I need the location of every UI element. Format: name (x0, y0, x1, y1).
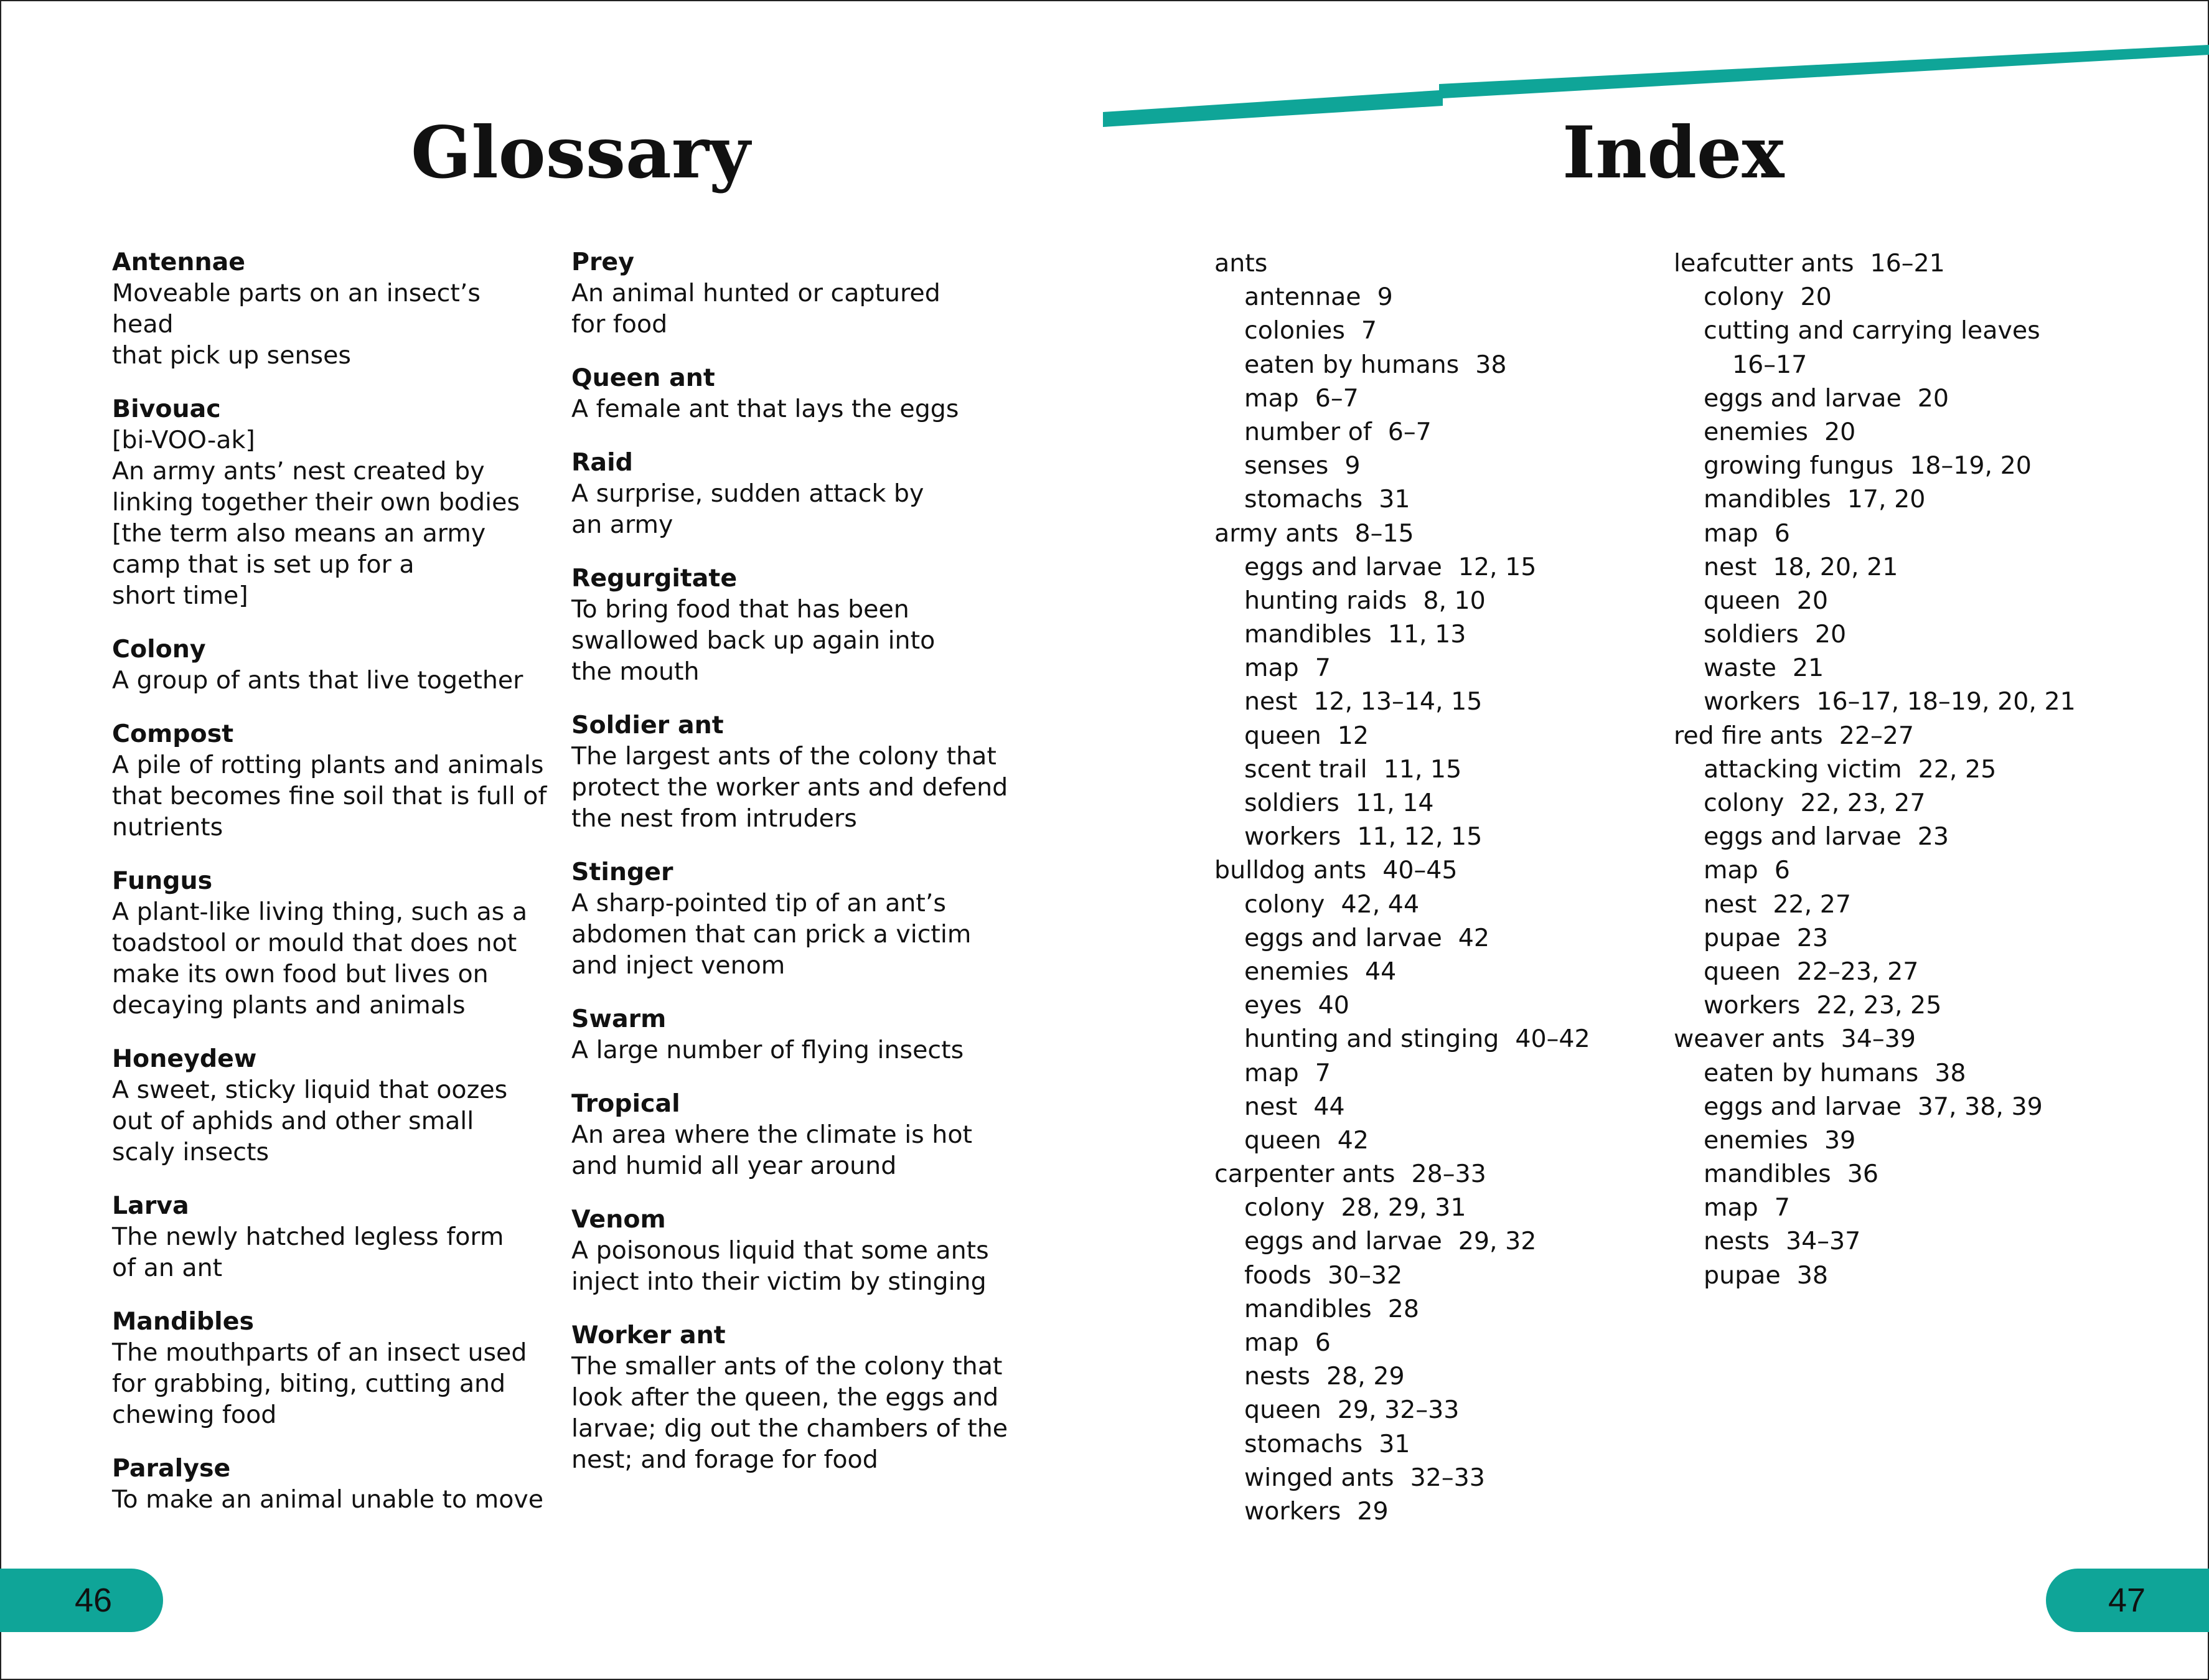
glossary-definition: A large number of flying insects (571, 1036, 964, 1064)
index-sub-entry (1674, 348, 2184, 382)
glossary-title: Glossary (411, 111, 751, 194)
index-title: Index (1562, 111, 1785, 194)
index-main-entry (1674, 1022, 2184, 1056)
index-term: mandibles (1704, 485, 1831, 514)
index-sub-entry (1214, 1090, 1663, 1124)
index-pages: 12, 13–14, 15 (1313, 687, 1483, 716)
index-sub-entry (1674, 921, 2184, 955)
glossary-entry (112, 1043, 548, 1168)
index-sub-entry (1214, 1292, 1663, 1326)
index-sub-entry (1674, 1056, 2184, 1090)
index-pages: 40–45 (1382, 856, 1458, 885)
glossary-definition: An area where the climate is hot and humid all year around (571, 1120, 972, 1180)
index-term: nests (1244, 1362, 1310, 1391)
index-pages: 11, 12, 15 (1357, 822, 1483, 852)
glossary-definition: A group of ants that live together (112, 666, 523, 695)
index-sub-entry (1674, 753, 2184, 786)
index-sub-entry (1674, 1124, 2184, 1157)
index-sub-entry (1674, 517, 2184, 550)
index-term: eggs and larvae (1244, 923, 1442, 952)
index-pages: 36 (1847, 1160, 1878, 1189)
index-sub-entry (1674, 314, 2184, 347)
index-term: scent trail (1244, 754, 1367, 784)
index-term: colony (1704, 283, 1785, 312)
index-term: nest (1704, 889, 1757, 919)
glossary-definition: The newly hatched legless form of an ant (112, 1222, 504, 1282)
glossary-definition: A pile of rotting plants and animals that becomes fine soil that is full of nutrients (112, 751, 547, 842)
index-sub-entry (1674, 1224, 2184, 1258)
index-sub-entry (1214, 1359, 1663, 1393)
index-pages: 42 (1458, 923, 1490, 952)
index-term: enemies (1704, 417, 1808, 446)
index-column-2 (1674, 246, 2184, 1292)
index-pages: 29 (1357, 1496, 1389, 1526)
index-term: eggs and larvae (1704, 1092, 1902, 1121)
index-sub-entry (1674, 584, 2184, 617)
glossary-term: Raid (571, 448, 633, 477)
index-sub-entry (1214, 415, 1663, 449)
index-term: map (1704, 519, 1758, 548)
index-term: eaten by humans (1704, 1058, 1919, 1087)
index-pages: 7 (1315, 1058, 1331, 1087)
index-sub-entry (1674, 853, 2184, 887)
index-pages: 44 (1313, 1092, 1345, 1121)
index-term: red fire ants (1674, 721, 1823, 750)
index-sub-entry (1214, 1393, 1663, 1427)
index-term: growing fungus (1704, 451, 1894, 481)
index-sub-entry (1214, 617, 1663, 651)
index-term: eggs and larvae (1704, 822, 1902, 852)
index-term: number of (1244, 417, 1372, 446)
index-sub-entry (1214, 1191, 1663, 1224)
index-sub-entry (1214, 1461, 1663, 1495)
index-term: eggs and larvae (1244, 552, 1442, 581)
index-term: foods (1244, 1260, 1311, 1290)
glossary-definition: A sweet, sticky liquid that oozes out of aphids and other small scaly insects (112, 1076, 508, 1166)
index-sub-entry (1214, 685, 1663, 718)
index-sub-entry (1674, 415, 2184, 449)
glossary-definition: The smaller ants of the colony that look after the queen, the eggs and larvae; dig out the chambers of the nest; and forage for food (571, 1352, 1008, 1474)
glossary-definition: A sharp-pointed tip of an ant’s abdomen that can prick a victim and inject venom (571, 889, 972, 980)
index-term: map (1244, 383, 1299, 413)
index-sub-entry (1214, 382, 1663, 415)
index-term: colony (1704, 789, 1785, 817)
index-main-entry (1214, 853, 1663, 887)
index-pages: 18, 20, 21 (1773, 552, 1898, 581)
index-sub-entry (1214, 719, 1663, 753)
glossary-entry (112, 718, 548, 843)
index-term: soldiers (1704, 620, 1799, 649)
index-sub-entry (1214, 1495, 1663, 1528)
index-pages: 9 (1377, 283, 1393, 312)
index-term: eggs and larvae (1244, 1227, 1442, 1256)
index-term: map (1244, 654, 1299, 683)
index-pages: 31 (1379, 1429, 1410, 1458)
index-sub-entry (1674, 786, 2184, 820)
index-pages: 6 (1315, 1328, 1331, 1357)
index-term: leafcutter ants (1674, 249, 1854, 278)
index-term: hunting raids (1244, 586, 1407, 615)
index-pages: 38 (1796, 1260, 1828, 1290)
index-pages: 8, 10 (1423, 586, 1486, 615)
index-term: colony (1244, 1193, 1325, 1222)
index-pages: 30–32 (1327, 1260, 1403, 1290)
index-pages: 12, 15 (1458, 552, 1537, 581)
index-pages: 22, 23, 25 (1816, 991, 1942, 1020)
index-term: enemies (1244, 957, 1349, 986)
glossary-entry (571, 447, 1032, 540)
index-pages: 7 (1315, 654, 1331, 683)
index-sub-entry (1214, 550, 1663, 584)
index-sub-entry (1214, 820, 1663, 853)
index-pages: 42 (1337, 1125, 1369, 1155)
glossary-definition: The mouthparts of an insect used for grabbing, biting, cutting and chewing food (112, 1338, 527, 1429)
glossary-entry (571, 1088, 1032, 1181)
glossary-term: Larva (112, 1191, 189, 1220)
index-sub-entry (1674, 1157, 2184, 1191)
glossary-entry (112, 1453, 548, 1515)
index-term: army ants (1214, 519, 1339, 548)
index-term: map (1244, 1328, 1299, 1357)
index-sub-entry (1674, 955, 2184, 988)
glossary-term: Colony (112, 635, 206, 664)
index-sub-entry (1214, 888, 1663, 921)
index-pages: 20 (1917, 383, 1949, 413)
index-pages: 20 (1824, 417, 1856, 446)
index-term: winged ants (1244, 1463, 1394, 1492)
glossary-term: Swarm (571, 1005, 667, 1033)
index-main-entry (1674, 246, 2184, 280)
glossary-entry (112, 865, 548, 1021)
index-sub-entry (1674, 888, 2184, 921)
index-sub-entry (1674, 280, 2184, 314)
index-pages: 20 (1800, 283, 1832, 312)
index-term: hunting and stinging (1244, 1025, 1499, 1054)
page-number-left-text: 46 (75, 1582, 113, 1619)
index-pages: 32–33 (1410, 1463, 1485, 1492)
index-sub-entry (1214, 651, 1663, 685)
glossary-term: Prey (571, 248, 634, 276)
index-term: mandibles (1244, 1294, 1372, 1323)
index-pages: 9 (1344, 451, 1361, 481)
index-main-entry (1214, 246, 1663, 280)
index-term: stomachs (1244, 1429, 1363, 1458)
glossary-entry (571, 1003, 1032, 1066)
glossary-term: Antennae (112, 248, 246, 276)
index-sub-entry (1674, 1191, 2184, 1224)
index-sub-entry (1674, 550, 2184, 584)
glossary-definition: A female ant that lays the eggs (571, 395, 959, 423)
glossary-entry (112, 634, 548, 696)
index-main-entry (1214, 1157, 1663, 1191)
index-term: weaver ants (1674, 1025, 1825, 1054)
glossary-entry (571, 246, 1032, 340)
index-term: colony (1244, 889, 1325, 919)
index-pages: 11, 15 (1383, 754, 1462, 784)
index-pages: 22, 27 (1773, 889, 1852, 919)
index-term: pupae (1704, 923, 1781, 952)
glossary-definition: To bring food that has been swallowed back up again into the mouth (571, 595, 936, 686)
glossary-entry (571, 1204, 1032, 1297)
glossary-term: Bivouac (112, 395, 221, 423)
index-term: nest (1244, 1092, 1298, 1121)
index-pages: 34–37 (1785, 1227, 1861, 1256)
glossary-definition: Moveable parts on an insect’s head that pick up senses (112, 279, 481, 370)
index-sub-entry (1214, 1224, 1663, 1258)
index-column-1 (1214, 246, 1663, 1528)
index-term: ants (1214, 249, 1268, 278)
index-sub-entry (1674, 988, 2184, 1022)
index-pages: 16–21 (1870, 249, 1945, 278)
index-term: mandibles (1704, 1160, 1831, 1189)
index-term: map (1704, 1193, 1758, 1222)
index-sub-entry (1674, 617, 2184, 651)
index-term: eaten by humans (1244, 350, 1460, 379)
index-term: workers (1244, 822, 1341, 852)
index-term: colonies (1244, 316, 1345, 345)
index-pages: 38 (1475, 350, 1507, 379)
index-sub-entry (1674, 820, 2184, 853)
glossary-entry (571, 710, 1032, 834)
index-term: queen (1244, 1396, 1321, 1425)
index-sub-entry (1674, 651, 2184, 685)
index-pages: 11, 13 (1387, 620, 1466, 649)
index-term: soldiers (1244, 789, 1339, 817)
index-term: map (1704, 856, 1758, 885)
index-pages: 6–7 (1387, 417, 1432, 446)
index-pages: 38 (1935, 1058, 1966, 1087)
index-sub-entry (1214, 1326, 1663, 1359)
index-pages: 42, 44 (1341, 889, 1420, 919)
index-pages: 39 (1824, 1125, 1856, 1155)
index-pages: 7 (1774, 1193, 1790, 1222)
index-pages: 22–27 (1839, 721, 1915, 750)
index-term: waste (1704, 654, 1776, 683)
index-sub-entry (1214, 584, 1663, 617)
index-sub-entry (1214, 314, 1663, 347)
index-pages: 11, 14 (1355, 789, 1434, 817)
glossary-term: Stinger (571, 858, 673, 886)
page-number-left (0, 1569, 163, 1632)
index-term: queen (1704, 957, 1781, 986)
index-term: bulldog ants (1214, 856, 1367, 885)
index-term: 16–17 (1732, 350, 1808, 379)
index-term: workers (1704, 991, 1801, 1020)
glossary-column-2 (571, 246, 1032, 1498)
index-term: attacking victim (1704, 754, 1902, 784)
index-main-entry (1214, 517, 1663, 550)
index-pages: 44 (1364, 957, 1397, 986)
index-pages: 22, 25 (1918, 754, 1997, 784)
index-main-entry (1674, 719, 2184, 753)
index-sub-entry (1214, 1124, 1663, 1157)
glossary-definition: A poisonous liquid that some ants inject into their victim by stinging (571, 1236, 989, 1296)
index-pages: 6–7 (1315, 383, 1359, 413)
index-pages: 23 (1917, 822, 1949, 852)
glossary-entry (112, 1190, 548, 1283)
glossary-entry (571, 362, 1032, 425)
glossary-term: Regurgitate (571, 564, 738, 593)
index-sub-entry (1674, 449, 2184, 482)
index-pages: 6 (1774, 519, 1790, 548)
index-pages: 34–39 (1841, 1025, 1916, 1054)
glossary-term: Mandibles (112, 1307, 255, 1336)
index-sub-entry (1214, 449, 1663, 482)
index-sub-entry (1674, 482, 2184, 516)
glossary-entry (571, 563, 1032, 687)
index-sub-entry (1214, 988, 1663, 1022)
index-pages: 28, 29, 31 (1341, 1193, 1466, 1222)
glossary-column-1 (112, 246, 548, 1537)
page-number-right (2046, 1569, 2209, 1632)
glossary-definition: An animal hunted or captured for food (571, 279, 940, 339)
index-sub-entry (1214, 921, 1663, 955)
index-pages: 12 (1337, 721, 1369, 750)
glossary-definition: A plant-like living thing, such as a toadstool or mould that does not make its own food but lives on decaying plants and animals (112, 898, 528, 1020)
index-term: map (1244, 1058, 1299, 1087)
glossary-entry (571, 1320, 1032, 1475)
index-sub-entry (1214, 753, 1663, 786)
glossary-term: Venom (571, 1205, 666, 1234)
index-sub-entry (1214, 786, 1663, 820)
index-pages: 29, 32–33 (1337, 1396, 1460, 1425)
index-term: workers (1244, 1496, 1341, 1526)
index-sub-entry (1674, 685, 2184, 718)
index-term: nest (1244, 687, 1298, 716)
index-term: queen (1244, 721, 1321, 750)
index-term: pupae (1704, 1260, 1781, 1290)
index-sub-entry (1674, 1090, 2184, 1124)
index-pages: 7 (1361, 316, 1377, 345)
index-sub-entry (1214, 955, 1663, 988)
index-term: stomachs (1244, 485, 1363, 514)
index-term: antennae (1244, 283, 1361, 312)
index-sub-entry (1674, 1259, 2184, 1292)
index-sub-entry (1674, 382, 2184, 415)
index-sub-entry (1214, 348, 1663, 382)
index-pages: 20 (1796, 586, 1829, 615)
index-term: cutting and carrying leaves (1704, 316, 2040, 345)
index-pages: 23 (1796, 923, 1828, 952)
glossary-term: Queen ant (571, 364, 715, 392)
index-term: queen (1704, 586, 1781, 615)
glossary-definition: A surprise, sudden attack by an army (571, 479, 924, 539)
index-pages: 40 (1318, 991, 1349, 1020)
index-pages: 40–42 (1515, 1025, 1590, 1054)
page-number-right-text: 47 (2108, 1582, 2146, 1619)
index-sub-entry (1214, 280, 1663, 314)
glossary-definition: The largest ants of the colony that protect the worker ants and defend the nest from intruders (571, 742, 1008, 833)
index-pages: 37, 38, 39 (1917, 1092, 2043, 1121)
index-pages: 29, 32 (1458, 1227, 1537, 1256)
glossary-definition: [bi-VOO-ak] An army ants’ nest created by linking together their own bodies [the term also means an army camp that is set up for a short time] (112, 426, 520, 610)
glossary-entry (112, 393, 548, 611)
glossary-term: Compost (112, 720, 234, 748)
glossary-term: Tropical (571, 1089, 680, 1118)
index-pages: 6 (1774, 856, 1790, 885)
glossary-term: Honeydew (112, 1044, 257, 1073)
index-term: eggs and larvae (1704, 383, 1902, 413)
index-pages: 21 (1792, 654, 1824, 683)
glossary-entry (112, 246, 548, 371)
index-pages: 16–17, 18–19, 20, 21 (1816, 687, 2076, 716)
index-term: mandibles (1244, 620, 1372, 649)
index-term: senses (1244, 451, 1329, 481)
index-term: queen (1244, 1125, 1321, 1155)
index-term: eyes (1244, 991, 1302, 1020)
glossary-definition: To make an animal unable to move (112, 1485, 544, 1514)
index-term: enemies (1704, 1125, 1808, 1155)
glossary-term: Soldier ant (571, 711, 724, 739)
index-term: carpenter ants (1214, 1160, 1395, 1189)
index-pages: 28 (1387, 1294, 1419, 1323)
glossary-entry (571, 856, 1032, 981)
index-term: nest (1704, 552, 1757, 581)
index-pages: 18–19, 20 (1910, 451, 2032, 481)
glossary-term: Worker ant (571, 1321, 726, 1349)
glossary-term: Paralyse (112, 1454, 231, 1483)
index-sub-entry (1214, 1259, 1663, 1292)
decorative-teal-band (0, 0, 2209, 137)
index-pages: 22, 23, 27 (1800, 789, 1926, 817)
index-pages: 20 (1814, 620, 1847, 649)
index-term: workers (1704, 687, 1801, 716)
index-pages: 22–23, 27 (1796, 957, 1919, 986)
index-sub-entry (1214, 1022, 1663, 1056)
index-sub-entry (1214, 1056, 1663, 1090)
index-sub-entry (1214, 482, 1663, 516)
index-pages: 28–33 (1411, 1160, 1486, 1189)
glossary-entry (112, 1306, 548, 1430)
glossary-term: Fungus (112, 866, 213, 895)
index-pages: 17, 20 (1847, 485, 1926, 514)
index-pages: 8–15 (1354, 519, 1414, 548)
index-pages: 31 (1379, 485, 1410, 514)
index-term: nests (1704, 1227, 1770, 1256)
index-pages: 28, 29 (1326, 1362, 1405, 1391)
index-sub-entry (1214, 1427, 1663, 1461)
